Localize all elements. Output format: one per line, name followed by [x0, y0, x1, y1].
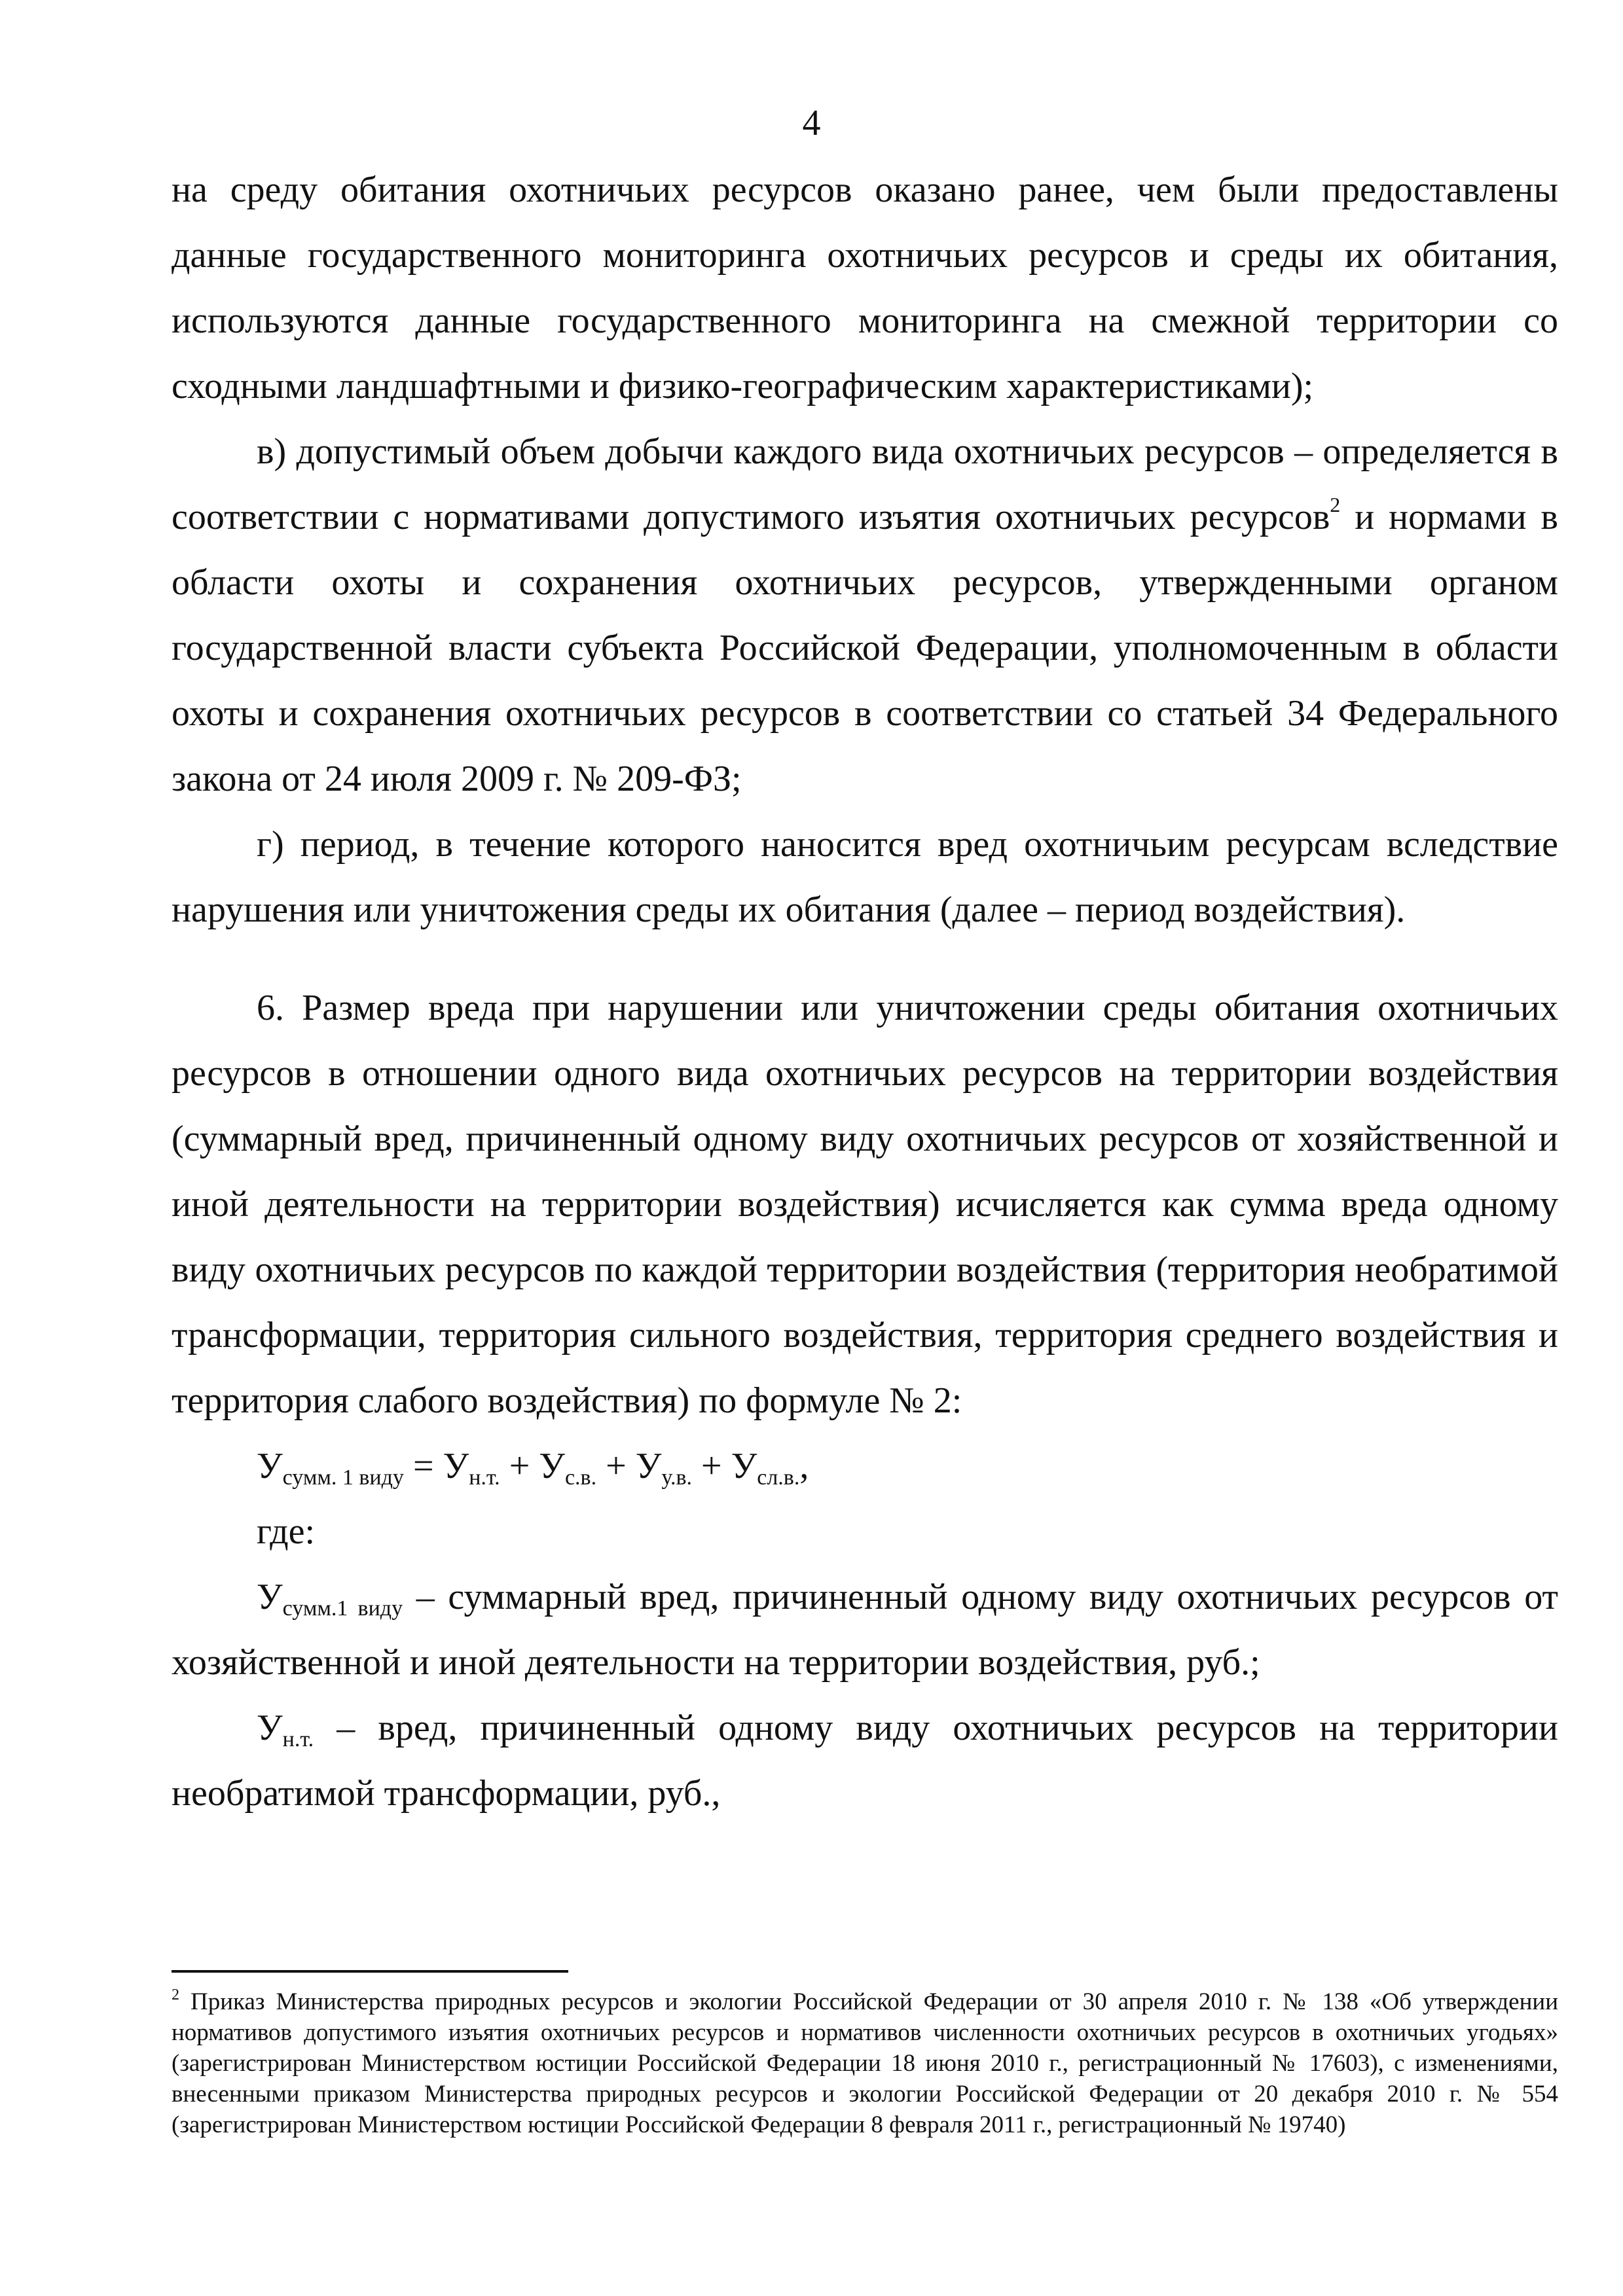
formula-equals: =	[403, 1446, 443, 1486]
definition-irreversible-harm-subscript: н.т.	[282, 1727, 314, 1751]
definition-total-harm	[172, 1564, 1558, 1695]
formula-end: ,	[799, 1446, 809, 1486]
paragraph-section-6: 6. Размер вреда при нарушении или уничтожении среды обитания охотничьих ресурсов в отношении одного вида охотничьих ресурсов на территории воздействия (суммарный вред, причиненный одному виду охотничьих ресурсов от хозяйственной и иной деятельности на территории воздействия) исчисляется как сумма вреда одному виду охотничьих ресурсов по каждой территории воздействия (территория необратимой трансформации, территория сильного воздействия, территория среднего воздействия и территория слабого воздействия) по формуле № 2:	[172, 988, 1558, 1421]
page-number: 4	[802, 103, 821, 143]
footnote-text: Приказ Министерства природных ресурсов и экологии Российской Федерации от 30 апреля 2010 г. № 138 «Об утверждении нормативов допустимого изъятия охотничьих ресурсов и нормативов численности охотничьих ресурсов в охотничьих угодьях» (зарегистрирован Министерством юстиции Российской Федерации 18 июня 2010 г., регистрационный № 17603), с изменениями, внесенными приказом Министерства природных ресурсов и экологии Российской Федерации от 20 декабря 2010 г. № 554 (зарегистрирован Министерством юстиции Российской Федерации 8 февраля 2011 г., регистрационный № 19740)	[172, 1988, 1558, 2138]
paragraph-item-v	[172, 419, 1558, 812]
formula-plus-2: +	[596, 1446, 636, 1486]
definition-total-harm-symbol: У	[257, 1577, 283, 1617]
definition-irreversible-harm-symbol: У	[257, 1708, 283, 1748]
footnote	[172, 1986, 1558, 2140]
formula-lhs: У	[257, 1446, 283, 1486]
formula-term-3-subscript: у.в.	[661, 1465, 692, 1490]
footnote-reference: 2	[1330, 493, 1341, 517]
formula-plus-3: +	[692, 1446, 731, 1486]
formula-plus-1: +	[500, 1446, 539, 1486]
footnote-marker: 2	[172, 1986, 179, 2003]
formula-term-4: У	[731, 1446, 757, 1486]
where-label: где:	[257, 1511, 316, 1552]
formula-term-3: У	[635, 1446, 662, 1486]
definition-irreversible-harm	[172, 1695, 1558, 1826]
definition-total-harm-text: – суммарный вред, причиненный одному виду охотничьих ресурсов от хозяйственной и иной деятельности на территории воздействия, руб.;	[172, 1577, 1558, 1683]
definition-irreversible-harm-text: – вред, причиненный одному виду охотничьих ресурсов на территории необратимой трансформации, руб.,	[172, 1708, 1558, 1814]
formula-term-1: У	[443, 1446, 469, 1486]
paragraph-item-v-text-start: в) допустимый объем добычи каждого вида охотничьих ресурсов – определяется в соответствии с нормативами допустимого изъятия охотничьих ресурсов	[172, 431, 1558, 537]
footnote-separator	[172, 1970, 568, 1973]
formula-term-4-subscript: сл.в.	[757, 1465, 800, 1490]
formula-term-2: У	[539, 1446, 565, 1486]
formula-term-1-subscript: н.т.	[469, 1465, 500, 1490]
formula-2	[172, 1433, 1558, 1499]
formula-lhs-subscript: сумм. 1 виду	[282, 1465, 404, 1490]
document-body	[172, 157, 1558, 1826]
definition-total-harm-subscript: сумм.1 виду	[282, 1596, 403, 1621]
paragraph-item-g: г) период, в течение которого наносится вред охотничьим ресурсам вследствие нарушения или уничтожения среды их обитания (далее – период воздействия).	[172, 824, 1558, 930]
formula-term-2-subscript: с.в.	[564, 1465, 597, 1490]
paragraph-continuation: на среду обитания охотничьих ресурсов оказано ранее, чем были предоставлены данные государственного мониторинга охотничьих ресурсов и среды их обитания, используются данные государственного мониторинга на смежной территории со сходными ландшафтными и физико-географическим характеристиками);	[172, 170, 1558, 406]
paragraph-item-v-text-end: и нормами в области охоты и сохранения охотничьих ресурсов, утвержденными органом государственной власти субъекта Российской Федерации, уполномоченным в области охоты и сохранения охотничьих ресурсов в соответствии со статьей 34 Федерального закона от 24 июля 2009 г. № 209-ФЗ;	[172, 497, 1558, 799]
